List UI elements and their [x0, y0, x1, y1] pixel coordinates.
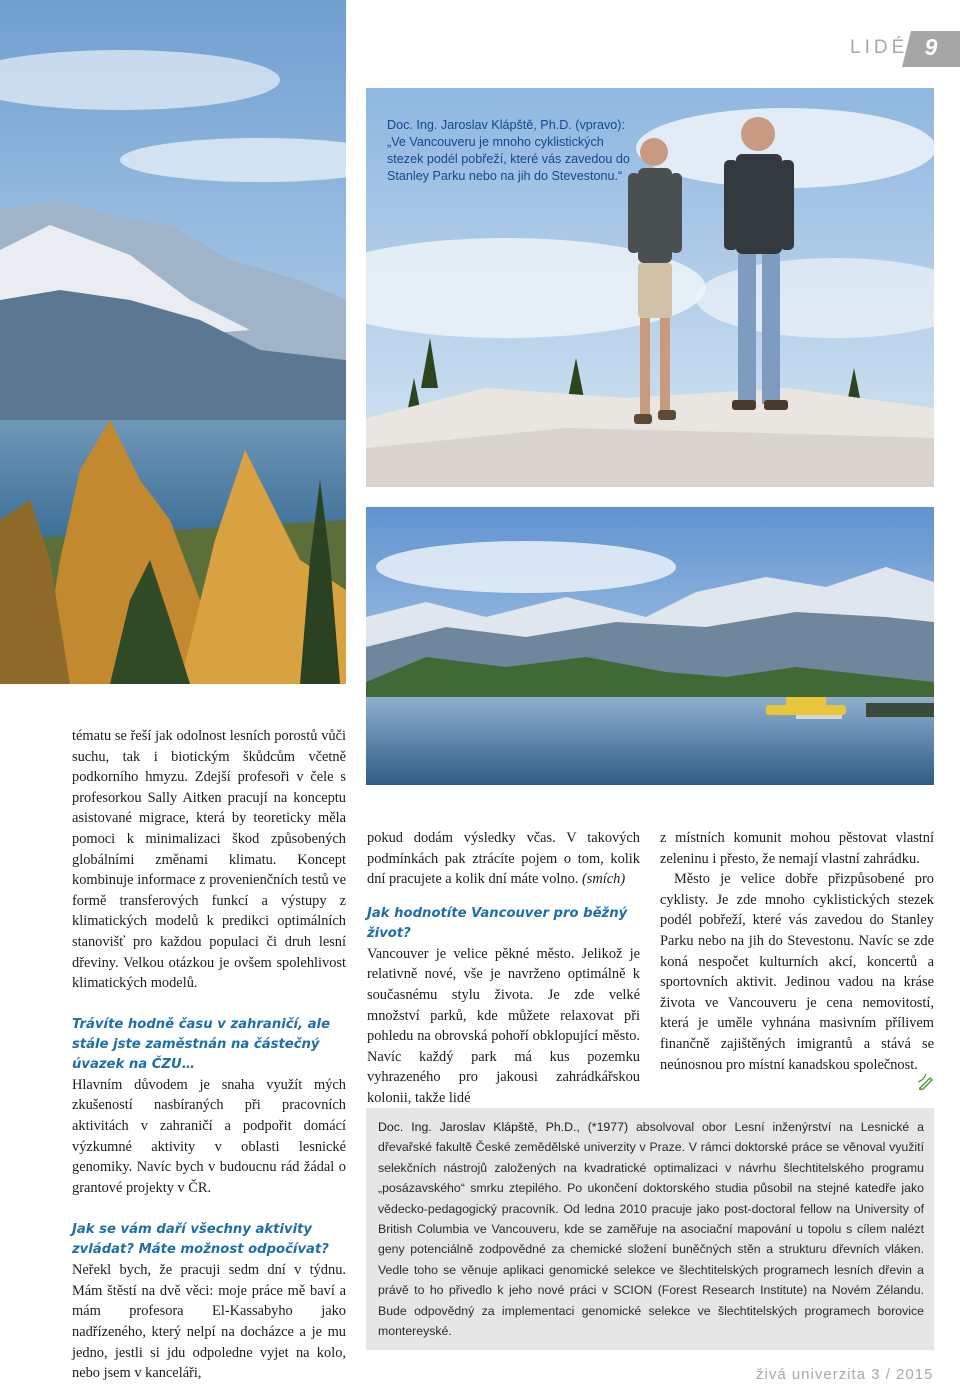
footer-issue: živá univerzita 3 / 2015 — [756, 1366, 934, 1383]
question: Jak hodnotíte Vancouver pro běžný život? — [367, 905, 628, 941]
laughter-note: (smích) — [582, 871, 626, 888]
paragraph: pokud dodám výsledky včas. V takových podmínkách pak ztrácíte pojem o tom, kolik dní pracujete a kolik dní máte volno. (smích) — [367, 830, 640, 888]
paragraph: Vancouver je velice pěkné město. Jelikož je relativně nové, vše je navrženo optimálně k současnému stylu života. Je zde velké množství parků, kde můžete relaxovat při pohledu na obrovská pohoří obklopující město. Navíc každý park má kus pozemku vyhrazeného pro jakousi zahrádkářskou kolonii, takže lidé — [367, 945, 640, 1106]
paragraph: z místních komunit mohou pěstovat vlastní zeleninu i přesto, že nemají vlastní zahrádku. — [660, 830, 934, 867]
article-column-3 — [660, 828, 934, 1075]
paragraph: Město je velice dobře přizpůsobené pro cyklisty. Je zde mnoho cyklistických stezek podél pobřeží, které vás zavedou do Stanley Parku nebo na jih do Stevestonu. Navíc se zde koná nespočet kulturních akcí, koncertů a sportovních aktivit. Jedinou vadou na kráse života ve Vancouveru je cena nemovitostí, která je uměle vyhnána masivním přílivem finančně zajištěných imigrantů a stává se neúnosnou pro místní kanadskou společnost. — [660, 871, 934, 1073]
photo-caption: Doc. Ing. Jaroslav Klápště, Ph.D. (vpravo): „Ve Vancouveru je mnoho cyklistických stezek podél pobřeží, které vás zavedou do Stanley Parku nebo na jih do Stevestonu.“ — [387, 118, 630, 183]
paragraph: tématu se řeší jak odolnost lesních porostů vůči suchu, tak i biotickým škůdcům včetně podkorního hmyzu. Zdejší profesoři v čele s profesorkou Sally Aitken pracují na konceptu asistované migrace, která by teoreticky měla pomoci k minimalizaci škod způsobených globálními změnami klimatu. Koncept kombinuje informace z provenienčních testů ve formě transferových funkcí a výstupy z klimatických modelů k predikci optimálních stanovišť pro každou populaci či druh lesní dřeviny. Velkou otázkou je ovšem spolehlivost klimatických modelů. — [72, 728, 346, 992]
photo-forest-lake-mountains — [0, 0, 346, 684]
author-bio-text — [378, 1117, 924, 1341]
bio-description: absolvoval obor Lesní inženýrství na Lesnické a dřevařské fakultě České zemědělské univerzity v Praze. V rámci doktorské práce se věnoval využití selekčních nástrojů založených na kvadratické optimalizaci v návrhu šlechtitelského programu „posázavského“ smrku ztepilého. Po ukončení doktorského studia působil na stejné katedře jako vědecko-pedagogický pracovník. Od ledna 2010 pracuje jako post-doctoral fellow na University of British Columbia ve Vancouveru, kde se zaměřuje na asociační mapování u topolu s cílem nalézt geny potenciálně zodpovědné za chemické složení buněčných stěn a strukturu dřevních vláken. Vedle toho se věnuje aplikaci genomické selekce ve šlechtitelských programech lesních dřevin a právě to ho přivedlo k jeho nové práci v SCION (Forest Research Institute) na Novém Zélandu. Bude odpovědný za implementaci genomické selekce ve šlechtitelských programech borovice montereyské. — [378, 1120, 924, 1339]
bio-name: Doc. Ing. Jaroslav Klápště, Ph.D., (*1977) — [378, 1120, 629, 1134]
article-column-2 — [367, 828, 640, 1109]
question: Jak se vám daří všechny aktivity zvládat? Máte možnost odpočívat? — [72, 1222, 329, 1258]
pen-end-icon — [918, 1074, 934, 1090]
paragraph: Hlavním důvodem je snaha využít mých zkušeností nasbíraných při pracovních aktivitách v zahraničí a podpořit domácí výzkumné aktivity v oblasti lesnické genomiky. Navíc bych v budoucnu rád žádal o grantové projekty v ČR. — [72, 1076, 346, 1196]
paragraph: Neřekl bych, že pracuji sedm dní v týdnu. Mám štěstí na dvě věci: moje práce mě baví a mám profesora El-Kassabyho jako nadřízeného, který nelpí na docházce a je mu jedno, jestli si jdu odpoledne vyjet na kolo, nebo jsem v kanceláři, — [72, 1262, 346, 1382]
question: Trávíte hodně času v zahraničí, ale stále jste zaměstnán na částečný úvazek na ČZU… — [72, 1016, 331, 1072]
page-number: 9 — [924, 34, 938, 60]
photo-lake-seaplane-mountains — [366, 507, 934, 785]
section-label: LIDÉ — [850, 37, 909, 58]
article-column-1 — [72, 726, 346, 1384]
